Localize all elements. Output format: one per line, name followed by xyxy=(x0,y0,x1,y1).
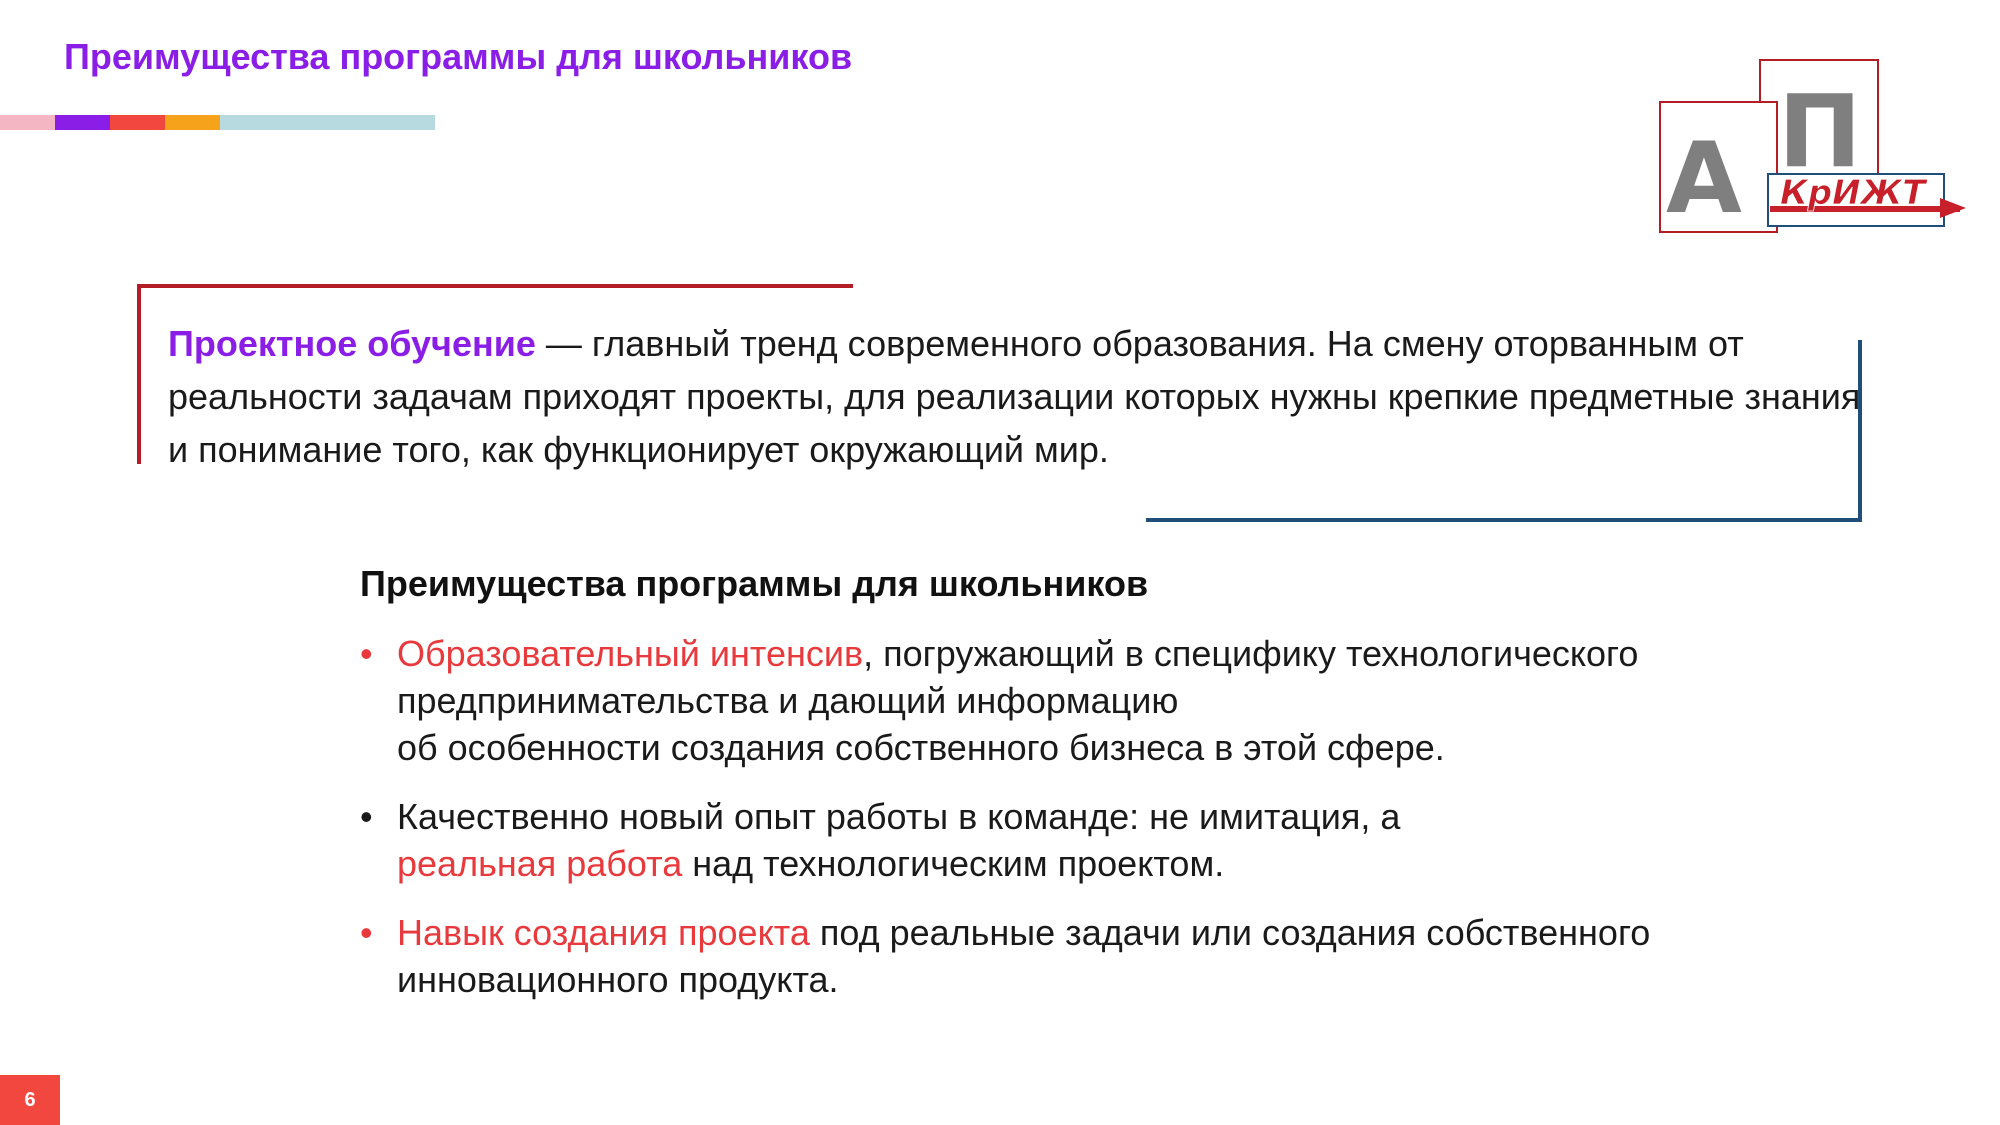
intro-highlight: Проектное обучение xyxy=(168,323,536,364)
advantage-accent: Образовательный интенсив xyxy=(397,633,864,674)
intro-text: — главный тренд современного образования. На смену оторванным от реальности задачам приходят проекты, для реализации которых нужны крепкие предметные знания и понимание того, как функционирует окружающий мир. xyxy=(168,323,1861,470)
page-number: 6 xyxy=(0,1075,60,1125)
list-item xyxy=(360,909,1920,1003)
color-segment-pink xyxy=(0,115,55,130)
advantage-text: над технологическим проектом. xyxy=(682,843,1225,884)
advantage-text: , погружающий в специфику технологического предпринимательства и дающий информацию xyxy=(397,633,1639,721)
frame-line-red-left xyxy=(137,284,141,464)
page-title: Преимущества программы для школьников xyxy=(64,36,853,77)
color-segment-red xyxy=(110,115,165,130)
advantages-list xyxy=(360,630,1920,1025)
bullet-icon: • xyxy=(360,796,373,837)
logo-brand-text: КрИЖТ xyxy=(1780,173,1926,213)
advantage-text: под реальные задачи или создания собственного инновационного продукта. xyxy=(397,912,1651,1000)
color-segment-orange xyxy=(165,115,220,130)
intro-paragraph xyxy=(168,317,1868,476)
decorative-color-bar xyxy=(0,115,435,130)
color-segment-purple xyxy=(55,115,110,130)
logo-speed-tip xyxy=(1940,198,1966,218)
logo-letter-p: П xyxy=(1778,73,1862,190)
bullet-icon: • xyxy=(360,912,373,953)
frame-line-blue-bottom xyxy=(1146,518,1862,522)
advantage-accent: реальная работа xyxy=(397,843,683,884)
advantage-accent: Навык создания проекта xyxy=(397,912,810,953)
advantage-lead: Качественно новый опыт работы в команде: не имитация, а xyxy=(397,796,1401,837)
logo xyxy=(1650,58,1966,238)
logo-letter-a: А xyxy=(1666,122,1742,236)
bullet-icon: • xyxy=(360,633,373,674)
advantages-heading: Преимущества программы для школьников xyxy=(360,563,1149,604)
list-item xyxy=(360,793,1920,887)
list-item xyxy=(360,630,1920,771)
color-segment-lightblue xyxy=(220,115,435,130)
advantage-text-continued: об особенности создания собственного бизнеса в этой сфере. xyxy=(397,727,1445,768)
frame-line-red-top xyxy=(137,284,853,288)
